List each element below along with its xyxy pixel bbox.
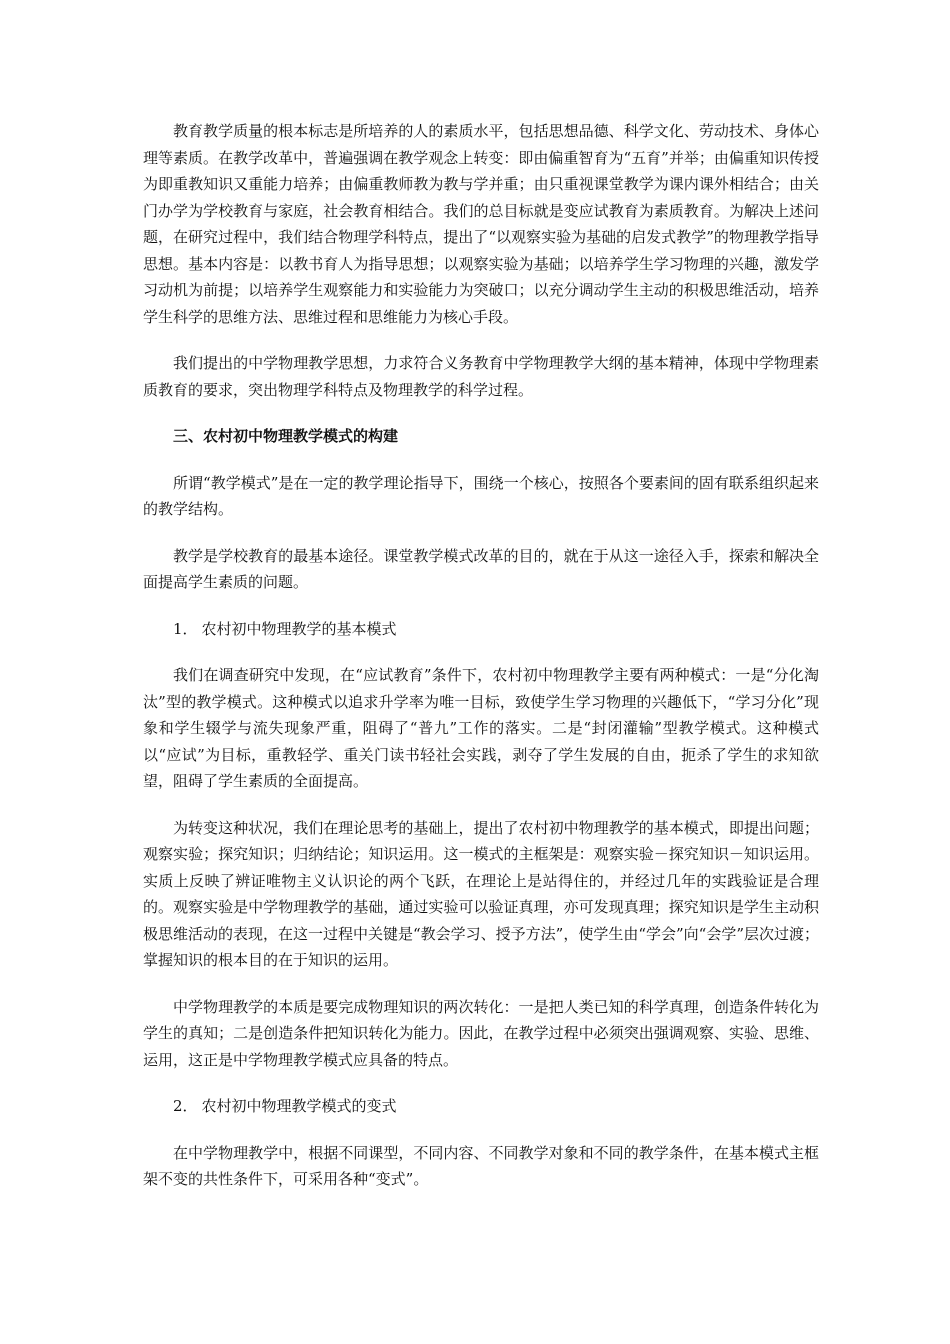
paragraph: 在中学物理教学中，根据不同课型，不同内容、不同教学对象和不同的教学条件，在基本模式主框架不变的共性条件下，可采用各种“变式”。 [143, 1143, 819, 1188]
subsection-heading [143, 1093, 819, 1120]
paragraph: 教育教学质量的根本标志是所培养的人的素质水平，包括思想品德、科学文化、劳动技术、身体心理等素质。在教学改革中，普遍强调在教学观念上转变：即由偏重智育为“五育”并举；由偏重知识传授为即重教知识又重能力培养；由偏重教师教为教与学并重；由只重视课堂教学为课内课外相结合；由关门办学为学校教育与家庭，社会教育相结合。我们的总目标就是变应试教育为素质教育。为解决上述问题，在研究过程中，我们结合物理学科特点，提出了“以观察实验为基础的启发式教学”的物理教学指导思想。基本内容是：以教书育人为指导思想；以观察实验为基础；以培养学生学习物理的兴趣，激发学习动机为前提；以培养学生观察能力和实验能力为突破口；以充分调动学生主动的积极思维活动，培养学生科学的思维方法、思维过程和思维能力为核心手段。 [143, 122, 819, 326]
subsection-title: 农村初中物理教学的基本模式 [201, 619, 397, 638]
subsection-heading [143, 616, 819, 643]
document-page [143, 118, 819, 1193]
paragraph: 我们提出的中学物理教学思想，力求符合义务教育中学物理教学大纲的基本精神，体现中学物理素质教育的要求，突出物理学科特点及物理教学的科学过程。 [143, 354, 819, 399]
section-heading: 三、农村初中物理教学模式的构建 [173, 427, 399, 445]
paragraph: 我们在调查研究中发现，在“应试教育”条件下，农村初中物理教学主要有两种模式：一是“分化淘汰”型的教学模式。这种模式以追求升学率为唯一目标，致使学生学习物理的兴趣低下，“学习分化”现象和学生辍学与流失现象严重，阻碍了“普九”工作的落实。二是“封闭灌输”型教学模式。这种模式以“应试”为目标，重教轻学、重关门读书轻社会实践，剥夺了学生发展的自由，扼杀了学生的求知欲望，阻碍了学生素质的全面提高。 [143, 666, 819, 790]
paragraph: 教学是学校教育的最基本途径。课堂教学模式改革的目的，就在于从这一途径入手，探索和解决全面提高学生素质的问题。 [143, 546, 819, 591]
subsection-number: 2． [173, 1097, 198, 1115]
subsection-number: 1． [173, 619, 198, 638]
paragraph: 为转变这种状况，我们在理论思考的基础上，提出了农村初中物理教学的基本模式，即提出问题；观察实验；探究知识；归纳结论；知识运用。这一模式的主框架是：观察实验－探究知识－知识运用。实质上反映了辨证唯物主义认识论的两个飞跃，在理论上是站得住的，并经过几年的实践验证是合理的。观察实验是中学物理教学的基础，通过实验可以验证真理，亦可发现真理；探究知识是学生主动积极思维活动的表现，在这一过程中关键是“教会学习、授予方法”，使学生由“学会”向“会学”层次过渡；掌握知识的根本目的在于知识的运用。 [143, 818, 820, 969]
subsection-title: 农村初中物理教学模式的变式 [201, 1097, 397, 1115]
paragraph: 中学物理教学的本质是要完成物理知识的两次转化：一是把人类已知的科学真理，创造条件转化为学生的真知；二是创造条件把知识转化为能力。因此，在教学过程中必须突出强调观察、实验、思维、运用，这正是中学物理教学模式应具备的特点。 [143, 997, 819, 1069]
paragraph: 所谓“教学模式”是在一定的教学理论指导下，围绕一个核心，按照各个要素间的固有联系组织起来的教学结构。 [143, 473, 819, 518]
